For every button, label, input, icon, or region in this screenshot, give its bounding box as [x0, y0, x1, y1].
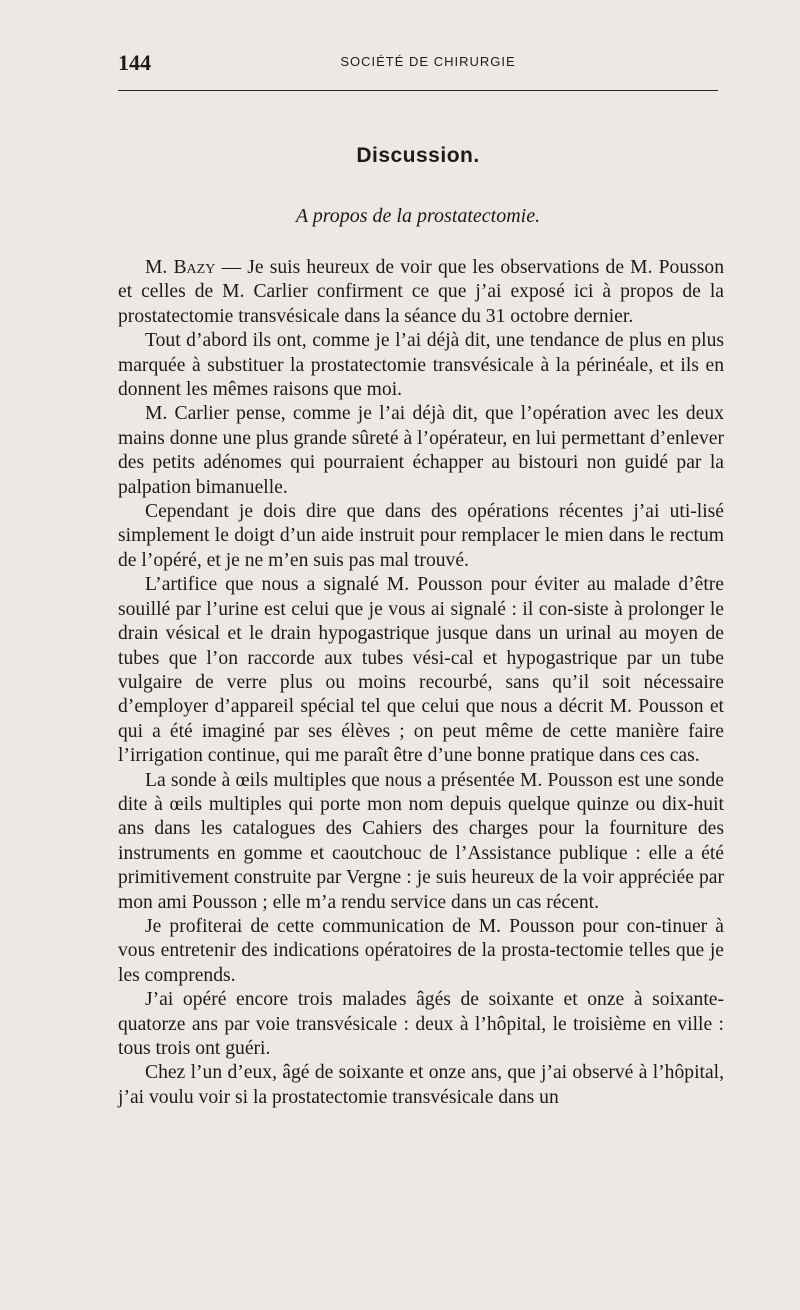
paragraph: La sonde à œils multiples que nous a présentée M. Pousson est une sonde dite à œils multiples qui porte mon nom depuis quelque quinze ou dix-huit ans dans les catalogues des Cahiers des charges pour la fourniture des instruments en gomme et caoutchouc de l’Assistance publique : elle a été primitivement construite par Vergne : je suis heureux de la voir appréciée par mon ami Pousson ; elle m’a rendu service dans un cas récent.: [118, 769, 724, 913]
header-rule: [118, 90, 718, 91]
speaker-name: M. Bazy: [145, 257, 216, 278]
paragraph-text: — Je suis heureux de voir que les observations de M. Pousson et celles de M. Carlier confirment ce que j’ai exposé ici à propos de la prostatectomie transvésicale dans la séance du 31 octobre dernier.: [118, 257, 724, 327]
body-text: [118, 256, 724, 1110]
running-head: SOCIÉTÉ DE CHIRURGIE: [340, 54, 516, 69]
paragraph: L’artifice que nous a signalé M. Pousson pour éviter au malade d’être souillé par l’urine est celui que je vous ai signalé : il con-siste à prolonger le drain vésical et le drain hypogastrique jusque dans un urinal au moyen de tubes que l’on raccorde aux tubes vési-cal et hypogastrique par un tube vulgaire de verre plus ou moins recourbé, sans qu’il soit nécessaire d’employer d’appareil spécial tel que celui que nous a décrit M. Pousson et qui a été imaginé par ses élèves ; on peut même de cette manière faire l’irrigation continue, qui me paraît être d’une bonne pratique dans ces cas.: [118, 574, 724, 767]
section-title: Discussion.: [356, 144, 480, 167]
paragraph: Chez l’un d’eux, âgé de soixante et onze ans, que j’ai observé à l’hôpital, j’ai voulu voir si la prostatectomie transvésicale dans un: [118, 1062, 724, 1108]
paragraph: M. Carlier pense, comme je l’ai déjà dit, que l’opération avec les deux mains donne une plus grande sûreté à l’opérateur, en lui permettant d’enlever des petits adénomes qui pourraient échapper au bistouri non guidé par la palpation bimanuelle.: [118, 403, 724, 498]
page-number: 144: [118, 50, 151, 75]
paragraph: Tout d’abord ils ont, comme je l’ai déjà dit, une tendance de plus en plus marquée à substituer la prostatectomie transvésicale à la périnéale, et ils en donnent les mêmes raisons que moi.: [118, 330, 724, 401]
paragraph: [118, 256, 724, 329]
page-header: [118, 50, 718, 74]
paragraph: J’ai opéré encore trois malades âgés de soixante et onze à soixante-quatorze ans par voie transvésicale : deux à l’hôpital, le troisième en ville : tous trois ont guéri.: [118, 989, 724, 1059]
section-subtitle: A propos de la prostatectomie.: [295, 205, 541, 227]
paragraph: Je profiterai de cette communication de M. Pousson pour con-tinuer à vous entretenir des indications opératoires de la prosta-tectomie telles que je les comprends.: [118, 915, 724, 986]
paragraph: Cependant je dois dire que dans des opérations récentes j’ai uti-lisé simplement le doigt d’un aide instruit pour remplacer le mien dans le rectum de l’opéré, et je ne m’en suis pas mal trouvé.: [118, 501, 724, 571]
